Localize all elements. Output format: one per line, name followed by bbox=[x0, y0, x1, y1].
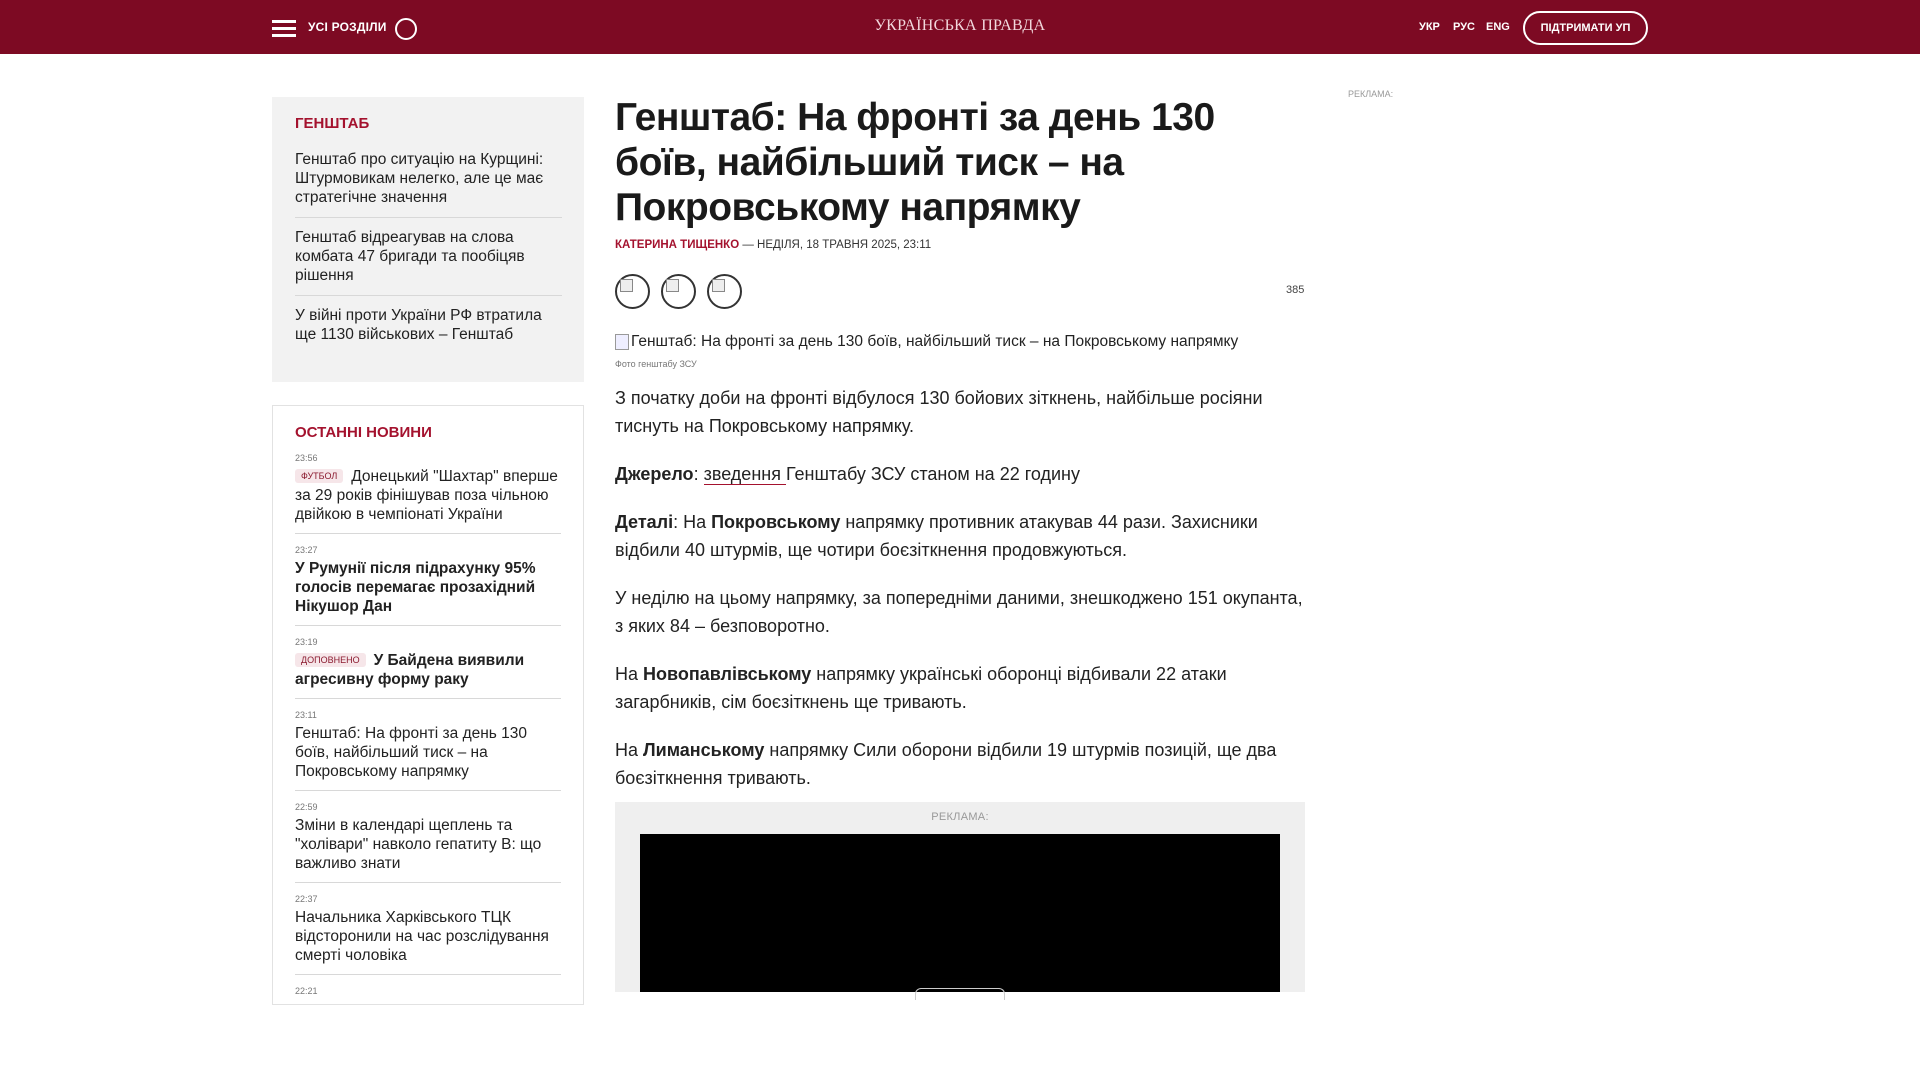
lang-rus[interactable]: РУС bbox=[1453, 21, 1475, 33]
genshtab-title[interactable]: ГЕНШТАБ bbox=[295, 115, 370, 132]
news-headline bbox=[295, 908, 561, 965]
lang-eng[interactable]: ENG bbox=[1486, 21, 1510, 33]
paragraph bbox=[615, 508, 1315, 564]
paragraph bbox=[615, 460, 1315, 488]
paragraph bbox=[615, 660, 1315, 716]
news-headline-text: У Байдена виявили агресивну форму раку bbox=[295, 652, 525, 688]
news-time: 23:11 bbox=[295, 710, 317, 720]
ad-label: РЕКЛАМА: bbox=[931, 811, 989, 823]
ad-video-player[interactable] bbox=[640, 834, 1280, 992]
separator: : bbox=[693, 464, 704, 484]
source-link[interactable]: зведення bbox=[703, 464, 786, 484]
news-time: 23:27 bbox=[295, 545, 318, 555]
direction-name: Покровському bbox=[711, 512, 841, 532]
news-headline-text: У Румунії після підрахунку 95% голосів перемагає прозахідний Нікушор Дан bbox=[295, 560, 536, 615]
text: На bbox=[615, 664, 644, 684]
genshtab-item[interactable]: Генштаб про ситуацію на Курщині: Штурмовикам нелегко, але це має стратегічне значення bbox=[295, 150, 562, 218]
video-control[interactable] bbox=[915, 988, 1005, 1000]
latest-news-title[interactable]: ОСТАННІ НОВИНИ bbox=[295, 424, 432, 441]
genshtab-item[interactable]: У війні проти України РФ втратила ще 1130 військових – Генштаб bbox=[295, 307, 542, 343]
news-time: 22:21 bbox=[295, 986, 318, 996]
news-item[interactable] bbox=[295, 894, 561, 975]
paragraph: З початку доби на фронті відбулося 130 бойових зіткнень, найбільше росіяни тиснуть на Покровському напрямку. bbox=[615, 388, 1263, 436]
news-time: 23:19 bbox=[295, 637, 318, 647]
news-time: 22:37 bbox=[295, 894, 318, 904]
right-ad-label: РЕКЛАМА: bbox=[1348, 89, 1394, 99]
inline-ad bbox=[615, 802, 1305, 992]
text: напрямку українські оборонці відбивали 22 атаки загарбників, сім боєзіткнень ще тривають. bbox=[615, 664, 1227, 712]
news-item[interactable] bbox=[295, 802, 561, 883]
article-photo bbox=[615, 333, 1238, 351]
article-byline bbox=[615, 239, 931, 251]
all-sections-link[interactable]: УСІ РОЗДІЛИ bbox=[308, 20, 387, 34]
news-time: 22:59 bbox=[295, 802, 318, 812]
news-headline bbox=[295, 651, 561, 689]
support-button[interactable]: ПІДТРИМАТИ УП bbox=[1523, 11, 1648, 45]
news-headline bbox=[295, 816, 561, 873]
news-headline bbox=[295, 467, 561, 524]
news-headline bbox=[295, 724, 561, 781]
genshtab-item[interactable]: Генштаб відреагував на слова комбата 47 бригади та пообіцяв рішення bbox=[295, 228, 562, 296]
news-headline-text: Донецький "Шахтар" вперше за 29 років фінішував поза чільною двійкою в чемпіонаті України bbox=[295, 468, 558, 523]
telegram-share-icon[interactable] bbox=[707, 274, 742, 309]
source-label: Джерело bbox=[615, 464, 694, 484]
direction-name: Лиманському bbox=[643, 740, 765, 760]
news-tag[interactable]: ДОПОВНЕНО bbox=[295, 653, 366, 667]
paragraph bbox=[615, 736, 1315, 792]
text: напрямку противник атакував 44 рази. Захисники відбили 40 штурмів, ще чотири боєзіткнення продовжуються. bbox=[615, 512, 1258, 560]
news-headline-text: Зміни в календарі щеплень та "холівари" навколо гепатиту В: що важливо знати bbox=[295, 817, 542, 872]
news-item[interactable] bbox=[295, 710, 561, 791]
source-rest: Генштабу ЗСУ станом на 22 годину bbox=[785, 464, 1080, 484]
facebook-share-icon[interactable] bbox=[615, 274, 650, 309]
news-item[interactable] bbox=[295, 453, 561, 534]
details-label: Деталі bbox=[615, 512, 674, 532]
news-item[interactable] bbox=[295, 545, 561, 626]
photo-alt-text: Генштаб: На фронті за день 130 боїв, найбільший тиск – на Покровському напрямку bbox=[631, 333, 1239, 350]
latest-news-box bbox=[272, 405, 584, 1005]
news-item[interactable] bbox=[295, 986, 561, 1005]
logo-text: УКРАЇНСЬКА ПРАВДА bbox=[874, 17, 1046, 34]
twitter-share-icon[interactable] bbox=[661, 274, 696, 309]
photo-caption: Фото генштабу ЗСУ bbox=[615, 359, 697, 369]
genshtab-box bbox=[272, 97, 584, 382]
news-headline bbox=[295, 559, 561, 616]
text: : На bbox=[673, 512, 712, 532]
news-time: 23:56 bbox=[295, 453, 318, 463]
direction-name: Новопавлівському bbox=[643, 664, 812, 684]
text: напрямку Сили оборони відбили 19 штурмів позицій, ще два боєзіткнення тривають. bbox=[615, 740, 1277, 788]
news-tag[interactable]: ФУТБОЛ bbox=[295, 469, 343, 483]
views-count: 385 bbox=[1286, 284, 1305, 296]
lang-ukr[interactable]: УКР bbox=[1419, 21, 1440, 33]
text: На bbox=[615, 740, 644, 760]
latest-news-list bbox=[295, 453, 561, 1005]
news-headline-text: Генштаб: На фронті за день 130 боїв, найбільший тиск – на Покровському напрямку bbox=[295, 725, 528, 780]
article-body bbox=[615, 384, 1315, 812]
author-link[interactable]: КАТЕРИНА ТИЩЕНКО bbox=[615, 239, 740, 251]
broken-image-icon bbox=[615, 334, 629, 350]
article-date: — НЕДІЛЯ, 18 ТРАВНЯ 2025, 23:11 bbox=[742, 239, 932, 251]
article-headline: Генштаб: На фронті за день 130 боїв, найбільший тиск – на Покровському напрямку bbox=[615, 96, 1215, 229]
paragraph: У неділю на цьому напрямку, за попередніми даними, знешкоджено 151 окупанта, з яких 84 – безповоротно. bbox=[615, 588, 1303, 636]
site-header bbox=[0, 0, 1920, 54]
news-headline-text: Начальника Харківського ТЦК відсторонили на час розслідування смерті чоловіка bbox=[295, 909, 549, 964]
news-item[interactable] bbox=[295, 637, 561, 699]
